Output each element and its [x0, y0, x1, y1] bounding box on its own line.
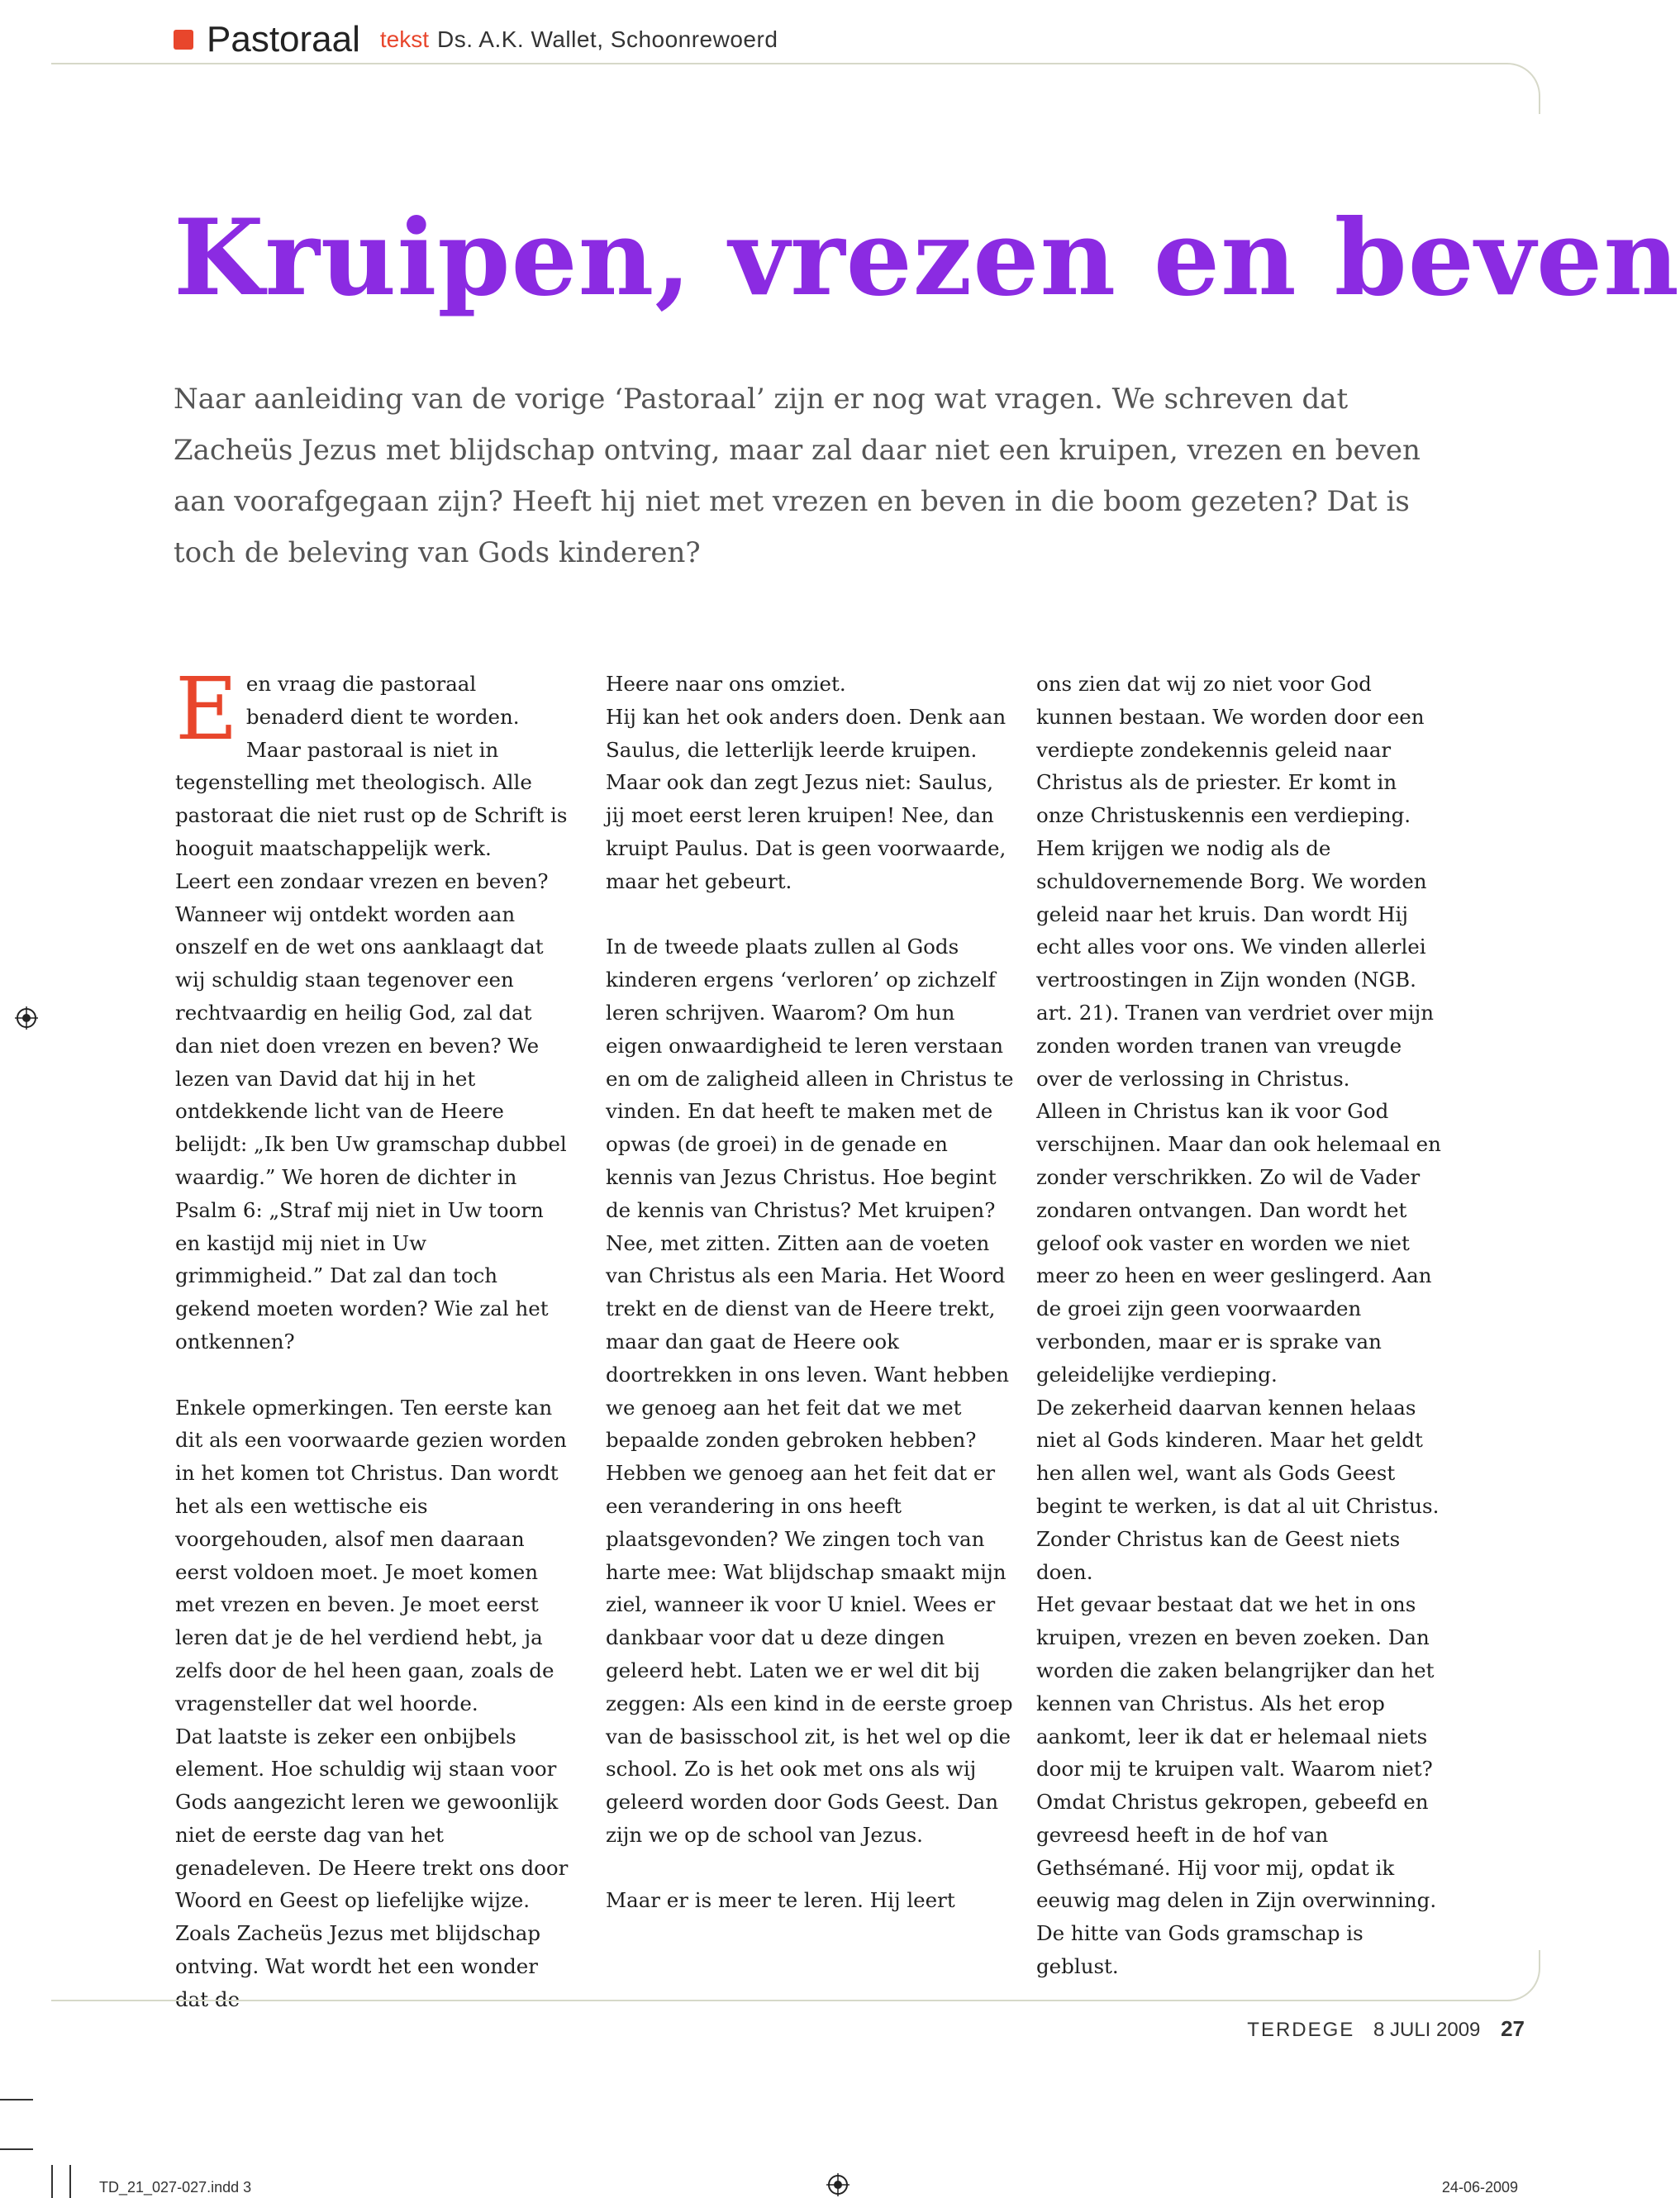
page-number: 27 — [1501, 2016, 1525, 2041]
paragraph: Maar er is meer te leren. Hij leert — [606, 1888, 955, 1913]
slug-filename: TD_21_027-027.indd 3 — [99, 2179, 252, 2196]
page-footer — [1247, 2016, 1525, 2042]
drop-cap: E — [175, 659, 238, 759]
crop-mark — [0, 2148, 33, 2150]
byline-label: tekst — [379, 26, 430, 52]
article-intro: Naar aanleiding van de vorige ‘Pastoraal’ zijn er nog wat vragen. We schreven dat Zacheüs Jezus met blijdschap ontving, maar zal daar niet een kruipen, vrezen en beven aan voorafgegaan zijn? Heeft hij niet met vrezen en beven in die boom gezeten? Dat is toch de beleving van Gods kinderen? — [174, 383, 1421, 569]
article-column-1 — [175, 659, 572, 2016]
crop-mark — [51, 2165, 53, 2198]
paragraph: In de tweede plaats zullen al Gods kinderen ergens ‘verloren’ op zichzelf leren schrijven. Waarom? Om hun eigen onwaardigheid te leren verstaan en om de zaligheid alleen in Christus te vinden. En dat heeft te maken met de opwas (de groei) in de genade en kennis van Jezus Christus. Hoe begint de kennis van Christus? Met kruipen? Nee, met zitten. Zitten aan de voeten van Christus als een Maria. Het Woord trekt en de dienst van de Heere trekt, maar dan gaat de Heere ook doortrekken in ons leven. Want hebben we genoeg aan het feit dat we met bepaalde zonden gebroken hebben? Hebben we genoeg aan het feit dat er een verandering in ons heeft plaatsgevonden? We zingen toch van harte mee: Wat blijdschap smaakt mijn ziel, wanneer ik voor U kniel. Wees er dankbaar voor dat u deze dingen geleerd hebt. Laten we er wel dit bij zeggen: Als een kind in de eerste groep van de basisschool zit, is het wel op die school. Zo is het ook met ons als wij geleerd worden door Gods Geest. Dan zijn we op de school van Jezus. — [606, 935, 1014, 1847]
crop-mark — [0, 2099, 33, 2100]
article-column-3 — [1036, 668, 1449, 1983]
paragraph: Leert een zondaar vrezen en beven? Wanneer wij ontdekt worden aan onszelf en de wet ons aanklaagt dat wij schuldig staan tegenover een rechtvaardig en heilig God, zal dat dan niet doen vrezen en beven? We lezen van David dat hij in het ontdekkende licht van de Heere belijdt: „Ik ben Uw gramschap dubbel waardig.” We horen de dichter in Psalm 6: „Straf mij niet in Uw toorn en kastijd mij niet in Uw grimmigheid.” Dat zal dan toch gekend moeten worden? Wie zal het ontkennen? — [175, 868, 567, 1354]
top-frame-line — [51, 63, 1540, 114]
paragraph: De zekerheid daarvan kennen helaas niet al Gods kinderen. Maar het geldt hen allen wel, want als Gods Geest begint te werken, is dat al uit Christus. Zonder Christus kan de Geest niets doen. — [1036, 1395, 1440, 1584]
paragraph: Enkele opmerkingen. Ten eerste kan dit als een voorwaarde gezien worden in het komen tot Christus. Dan wordt het als een wettische eis voorgehouden, alsof men daaraan eerst voldoen moet. Je moet komen met vrezen en beven. Je moet eerst leren dat je de hel verdiend hebt, ja zelfs door de hel heen gaan, zoals de vragensteller dat wel hoorde. — [175, 1395, 567, 1715]
paragraph: Het gevaar bestaat dat we het in ons kruipen, vrezen en beven zoeken. Dan worden die zaken belangrijker dan het kennen van Christus. Als het erop aankomt, leer ik dat er helemaal niets door mij te kruipen valt. Waarom niet? Omdat Christus gekropen, gebeefd en gevreesd heeft in de hof van Gethsémané. Hij voor mij, opdat ik eeuwig mag delen in Zijn overwinning. De hitte van Gods gramschap is geblust. — [1036, 1592, 1437, 1979]
section-header — [174, 15, 778, 64]
paragraph: ons zien dat wij zo niet voor God kunnen bestaan. We worden door een verdiepte zondekennis geleid naar Christus als de priester. Er komt in onze Christuskennis een verdieping. Hem krijgen we nodig als de schuldovernemende Borg. We worden geleid naar het kruis. Dan wordt Hij echt alles voor ons. We vinden allerlei vertroostingen in Zijn wonden (NGB. art. 21). Tranen van verdriet over mijn zonden worden tranen van vreugde over de verlossing in Christus. — [1036, 672, 1435, 1091]
section-name: Pastoraal — [207, 19, 360, 59]
bottom-frame-line — [51, 1950, 1540, 2001]
paragraph: Alleen in Christus kan ik voor God verschijnen. Maar dan ook helemaal en zonder verschrikken. Zo wil de Vader zondaren ontvangen. Dan wordt het geloof ook vaster en worden we niet meer zo heen en weer geslingerd. Aan de groei zijn geen voorwaarden verbonden, maar er is sprake van geleidelijke verdieping. — [1036, 1099, 1441, 1387]
registration-mark-icon — [826, 2173, 850, 2196]
article-title: Kruipen, vrezen en beven — [174, 197, 1680, 319]
paragraph: Dat laatste is zeker een onbijbels element. Hoe schuldig wij staan voor Gods aangezicht leren we gewoonlijk niet de eerste dag van het genadeleven. De Heere trekt ons door Woord en Geest op liefelijke wijze. Zoals Zacheüs Jezus met blijdschap ontving. Wat wordt het een wonder dat de — [175, 1724, 569, 2011]
paragraph: Een vraag die pastoraal benaderd dient te worden. Maar pastoraal is niet in tegenstelling met theologisch. Alle pastoraat die niet rust op de Schrift is hooguit maatschappelijk werk. — [175, 659, 568, 860]
paragraph: Heere naar ons omziet. — [606, 672, 846, 696]
slug-date: 24-06-2009 — [1441, 2179, 1518, 2196]
issue-date: 8 JULI 2009 — [1373, 2019, 1481, 2041]
magazine-name: TERDEGE — [1247, 2019, 1355, 2041]
section-marker-icon — [174, 30, 193, 50]
crop-mark — [69, 2165, 71, 2198]
paragraph: Hij kan het ook anders doen. Denk aan Saulus, die letterlijk leerde kruipen. Maar ook dan zegt Jezus niet: Saulus, jij moet eerst leren kruipen! Nee, dan kruipt Paulus. Dat is geen voorwaarde, maar het gebeurt. — [606, 704, 1007, 893]
byline-author: Ds. A.K. Wallet, Schoonrewoerd — [437, 26, 778, 52]
registration-mark-icon — [15, 1006, 38, 1030]
article-column-2 — [606, 668, 1015, 1917]
